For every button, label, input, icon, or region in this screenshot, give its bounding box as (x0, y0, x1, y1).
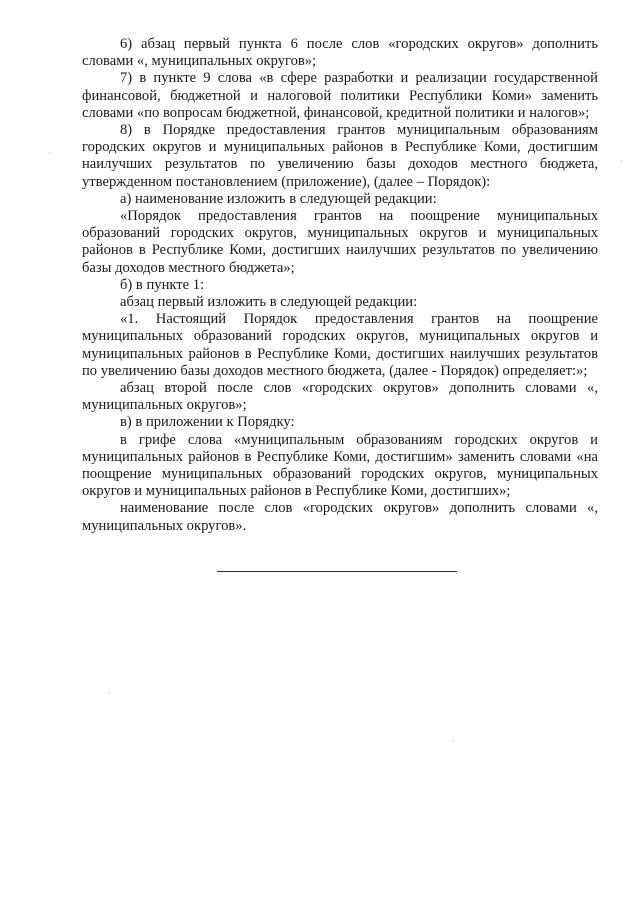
scan-speck: · (48, 149, 51, 158)
scan-speck: · (452, 737, 455, 746)
paragraph-8a: а) наименование изложить в следующей редакции: (120, 190, 437, 207)
paragraph-8b-second: абзац второй после слов «городских округов» дополнить словами «, муниципальных округов»; (82, 380, 598, 414)
paragraph-8a-new-title: «Порядок предоставления грантов на поощрение муниципальных образований городских округов, муниципальных округов и муниципальных районов в Республике Коми, достигших наилучших результатов по увеличению базы доходов местного бюджета»; (82, 208, 598, 276)
paragraph-7: 7) в пункте 9 слова «в сфере разработки и реализации государственной финансовой, бюджетной и налоговой политики Республики Коми» заменить словами «по вопросам бюджетной, финансовой, кредитной политики и налогов»; (82, 70, 598, 121)
scan-speck: · (108, 689, 111, 698)
paragraph-8v: в) в приложении к Порядку: (120, 414, 295, 431)
paragraph-8: 8) в Порядке предоставления грантов муниципальным образованиям городских округов и муниципальных районов в Республике Коми, достигшим наилучших результатов по увеличению базы доходов местного бюджета, утвержденном постановлением (приложение), (далее – Порядок): (82, 122, 598, 190)
paragraph-8b-first: абзац первый изложить в следующей редакции: (120, 294, 418, 311)
paragraph-6: 6) абзац первый пункта 6 после слов «городских округов» дополнить словами «, муниципальных округов»; (82, 36, 598, 70)
paragraph-8b: б) в пункте 1: (120, 276, 205, 293)
document-body (82, 36, 598, 535)
paragraph-8b-new-text: «1. Настоящий Порядок предоставления грантов на поощрение муниципальных образований городских округов, муниципальных округов и муниципальных районов в Республике Коми, достигших наилучших результатов по увеличению базы доходов местного бюджета, (далее - Порядок) определяет:»; (82, 311, 598, 379)
paragraph-8v-grif: в грифе слова «муниципальным образованиям городских округов и муниципальных районов в Республике Коми, достигшим» заменить словами «на поощрение муниципальных образований городских округов, муниципальных округов и муниципальных районов в Республике Коми, достигших»; (82, 431, 598, 500)
paragraph-8v-title: наименование после слов «городских округов» дополнить словами «, муниципальных округов». (82, 500, 598, 534)
closing-rule (217, 571, 457, 572)
scan-speck: · (620, 157, 623, 166)
